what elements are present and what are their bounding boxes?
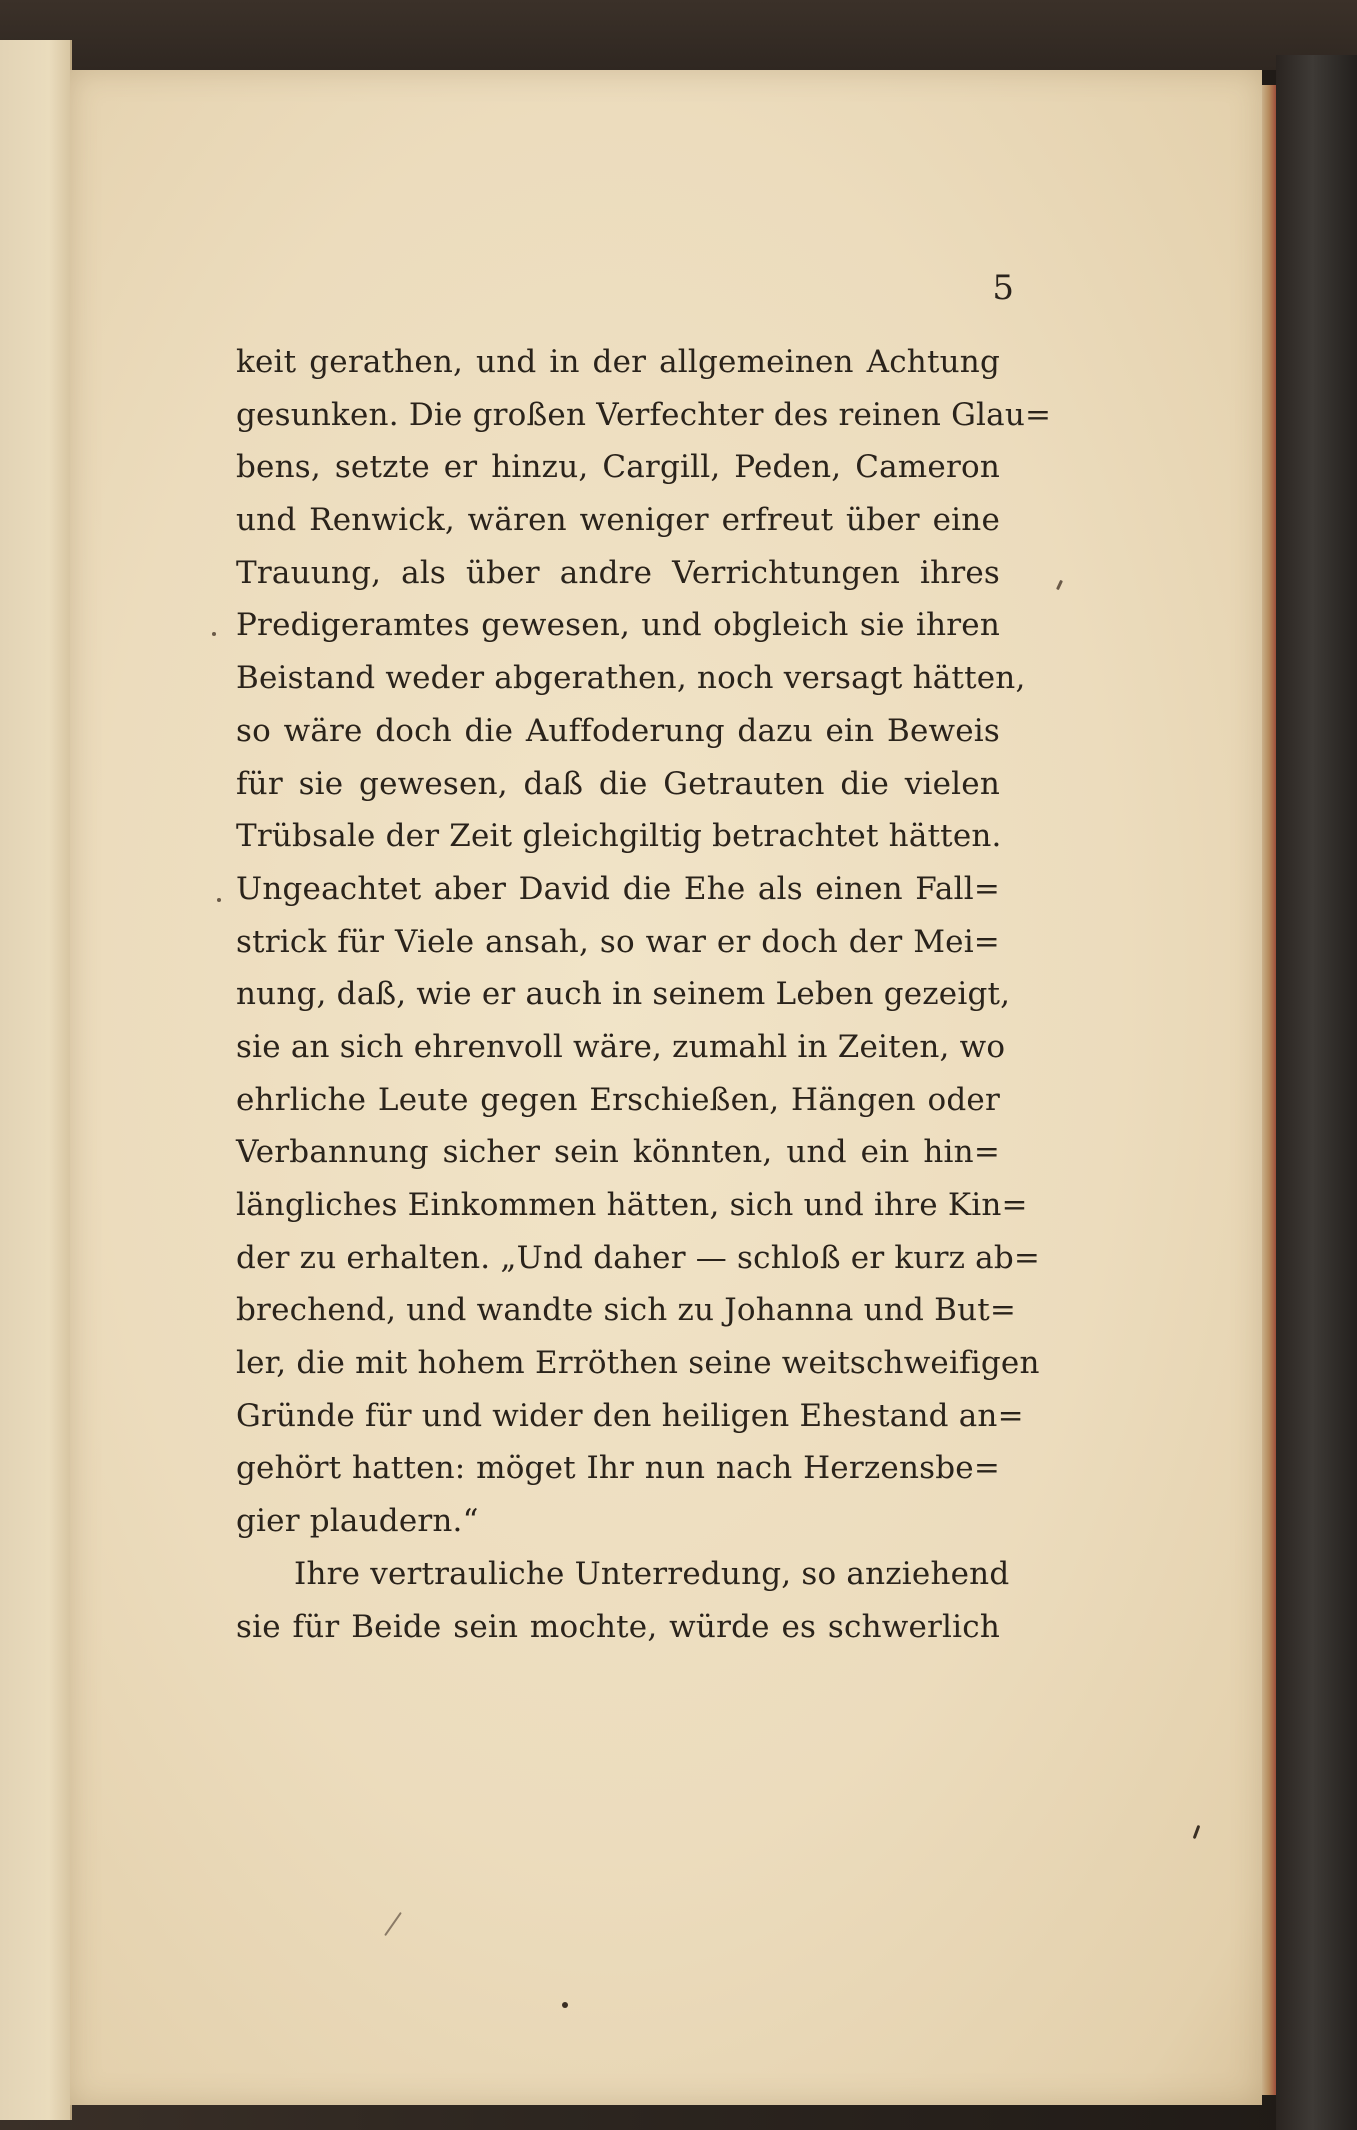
text-line: ehrliche Leute gegen Erschießen, Hängen oder <box>236 1081 1000 1118</box>
text-line: Trübsale der Zeit gleichgiltig betrachtet hätten. <box>236 818 1002 855</box>
text-line: ler, die mit hohem Erröthen seine weitschweifigen <box>236 1345 1040 1382</box>
text-line: sie für Beide sein mochte, würde es schwerlich <box>236 1608 1000 1645</box>
paper-speck <box>217 898 221 902</box>
text-line: Ungeachtet aber David die Ehe als einen Fall= <box>236 870 1000 907</box>
paper-speck <box>562 2002 568 2008</box>
text-line: Verbannung sicher sein könnten, und ein hin= <box>236 1134 1000 1171</box>
text-line: gesunken. Die großen Verfechter des reinen Glau= <box>236 396 1052 433</box>
text-line: nung, daß, wie er auch in seinem Leben gezeigt, <box>236 976 1011 1013</box>
text-line: brechend, und wandte sich zu Johanna und But= <box>236 1292 1017 1329</box>
page-number: 5 <box>992 268 1014 308</box>
book-cover-right <box>1276 55 1357 2130</box>
text-line: gehört hatten: möget Ihr nun nach Herzensbe= <box>236 1450 1000 1487</box>
book-cover-top <box>0 0 1357 70</box>
text-line: Gründe für und wider den heiligen Ehestand an= <box>236 1397 1024 1434</box>
text-line: keit gerathen, und in der allgemeinen Achtung <box>236 344 1000 380</box>
text-line: Predigeramtes gewesen, und obgleich sie ihren <box>236 607 1000 644</box>
text-line: bens, setzte er hinzu, Cargill, Peden, Cameron <box>236 449 1000 486</box>
page-text <box>236 336 1052 1653</box>
paper-speck <box>212 632 216 636</box>
text-line: Beistand weder abgerathen, noch versagt hätten, <box>236 660 1026 697</box>
text-line: sie an sich ehrenvoll wäre, zumahl in Zeiten, wo <box>236 1028 1006 1065</box>
page-block-edge <box>1262 85 1276 2095</box>
text-line: längliches Einkommen hätten, sich und ihre Kin= <box>236 1187 1028 1223</box>
text-line: der zu erhalten. „Und daher — schloß er kurz ab= <box>236 1239 1041 1276</box>
text-line: und Renwick, wären weniger erfreut über eine <box>236 502 1000 539</box>
text-line: so wäre doch die Auffoderung dazu ein Beweis <box>236 712 1000 749</box>
text-line: Ihre vertrauliche Unterredung, so anziehend <box>294 1555 1010 1592</box>
text-line: Trauung, als über andre Verrichtungen ihres <box>236 554 1000 591</box>
previous-page-edge <box>0 40 72 2120</box>
text-line: strick für Viele ansah, so war er doch der Mei= <box>236 923 1000 960</box>
text-line: für sie gewesen, daß die Getrauten die vielen <box>236 765 1000 802</box>
text-line: gier plaudern.“ <box>236 1503 479 1540</box>
